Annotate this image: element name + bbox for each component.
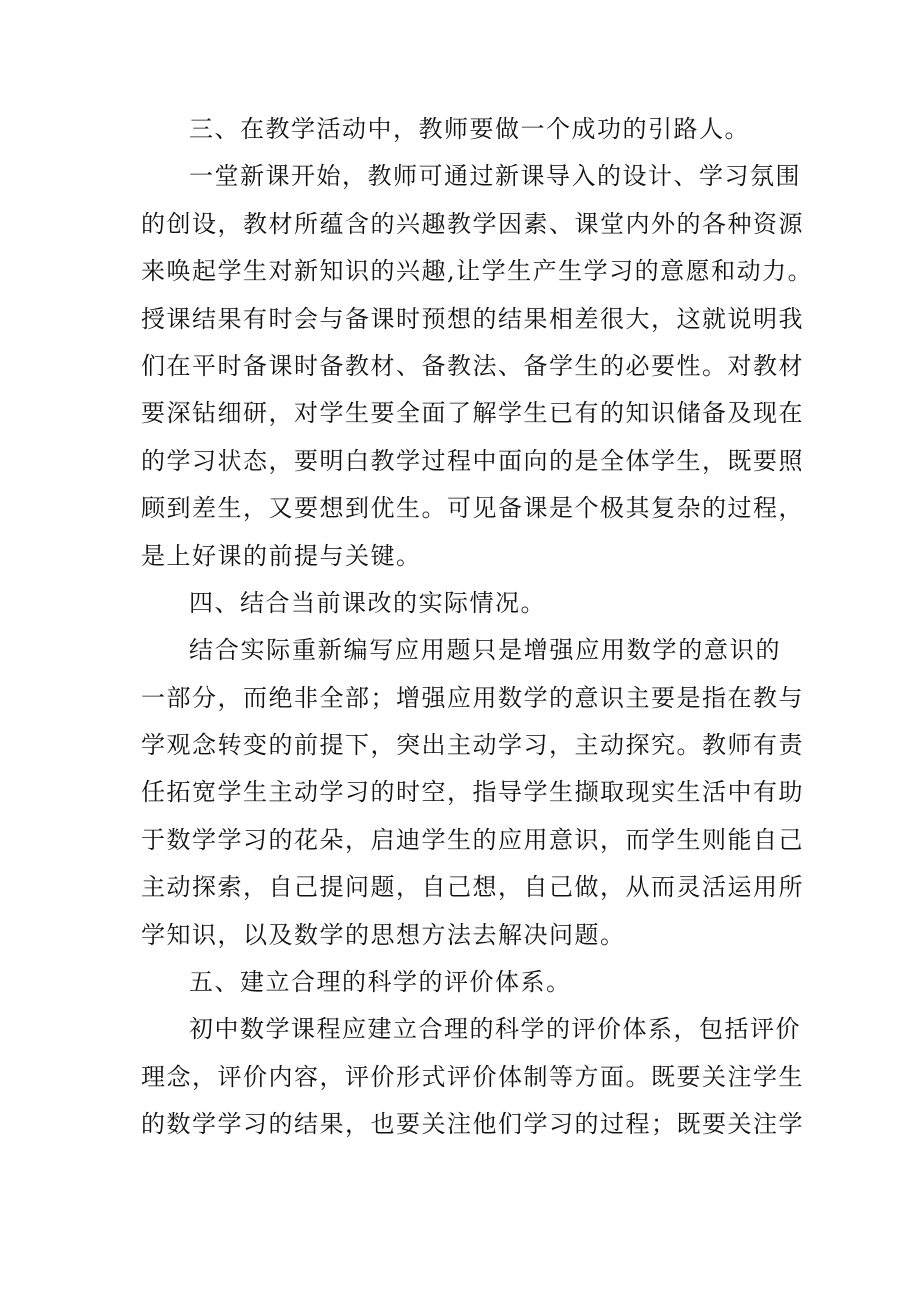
- paragraph-line: 学观念转变的前提下，突出主动学习，主动探究。教师有责: [141, 731, 804, 760]
- paragraph-line: 授课结果有时会与备课时预想的结果相差很大，这就说明我: [141, 304, 804, 333]
- paragraph-line: 一部分，而绝非全部；增强应用数学的意识主要是指在教与: [141, 683, 804, 712]
- paragraph-line: 是上好课的前提与关键。: [141, 541, 422, 570]
- paragraph-line: 来唤起学生对新知识的兴趣,让学生产生学习的意愿和动力。: [141, 257, 814, 286]
- document-body: [141, 106, 814, 1149]
- paragraph-line: 结合实际重新编写应用题只是增强应用数学的意识的: [189, 636, 781, 665]
- paragraph-line: 主动探索，自己提问题，自己想，自己做，从而灵活运用所: [141, 873, 804, 902]
- paragraph-line: 的数学学习的结果，也要关注他们学习的过程；既要关注学: [141, 1110, 804, 1139]
- paragraph-line: 初中数学课程应建立合理的科学的评价体系，包括评价: [189, 1015, 801, 1044]
- section-heading-3: 三、在教学活动中，教师要做一个成功的引路人。: [189, 115, 750, 143]
- section-heading-4: 四、结合当前课改的实际情况。: [189, 588, 546, 617]
- paragraph-line: 于数学学习的花朵，启迪学生的应用意识，而学生则能自己: [141, 825, 804, 854]
- paragraph-line: 顾到差生，又要想到优生。可见备课是个极其复杂的过程，: [141, 494, 804, 523]
- paragraph-line: 的创设，教材所蕴含的兴趣教学因素、课堂内外的各种资源: [141, 209, 804, 238]
- paragraph-line: 学知识，以及数学的思想方法去解决问题。: [141, 920, 626, 949]
- paragraph-line: 的学习状态，要明白教学过程中面向的是全体学生，既要照: [141, 446, 804, 475]
- paragraph-line: 理念，评价内容，评价形式评价体制等方面。既要关注学生: [141, 1062, 804, 1091]
- paragraph-line: 任拓宽学生主动学习的时空，指导学生撷取现实生活中有助: [141, 778, 804, 807]
- paragraph-line: 一堂新课开始，教师可通过新课导入的设计、学习氛围: [189, 162, 801, 191]
- paragraph-line: 们在平时备课时备教材、备教法、备学生的必要性。对教材: [141, 351, 804, 380]
- section-heading-5: 五、建立合理的科学的评价体系。: [189, 968, 572, 997]
- paragraph-line: 要深钻细研，对学生要全面了解学生已有的知识储备及现在: [141, 399, 804, 428]
